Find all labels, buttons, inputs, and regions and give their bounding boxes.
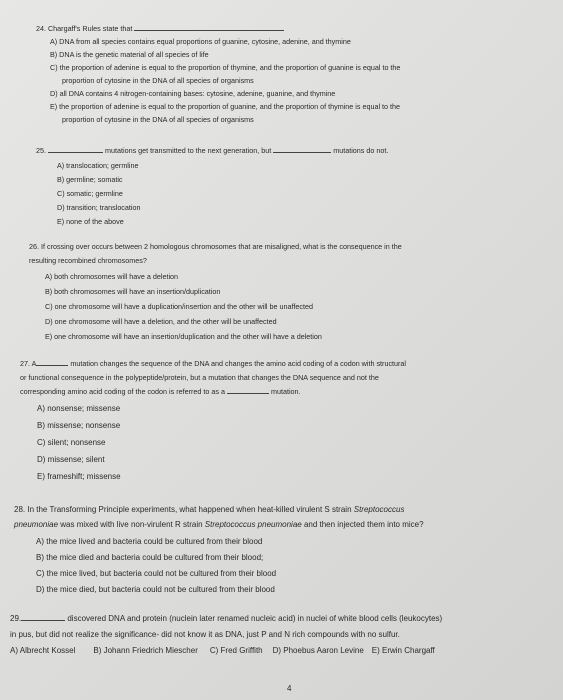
question-29-options [10, 646, 435, 655]
option-e-continued: proportion of cytosine in the DNA of all species of organisms [62, 115, 254, 124]
option-a: A) translocation; germline [57, 161, 139, 170]
option-a: A) DNA from all species contains equal proportions of guanine, cytosine, adenine, and thymine [50, 37, 351, 46]
question-24-stem [36, 24, 284, 33]
question-27-line-3 [20, 387, 301, 396]
option-a: A) both chromosomes will have a deletion [45, 272, 179, 281]
question-28-line-1 [14, 505, 404, 514]
question-27-line-1-text: mutation changes the sequence of the DNA and changes the amino acid coding of a codon with structural [70, 359, 407, 368]
option-b: B) DNA is the genetic material of all species of life [50, 50, 209, 59]
species-name: Streptococcus pneumoniae [204, 520, 302, 529]
question-29-line-1-text: discovered DNA and protein (nuclein later renamed nucleic acid) in nuclei of white blood cells (leukocytes) [67, 614, 443, 623]
answer-blank [273, 151, 331, 153]
question-28-line-2-text: was mixed with live non-virulent R strain [58, 520, 205, 529]
option-c-continued: proportion of cytosine in the DNA of all species of organisms [62, 76, 254, 85]
option-c: C) Fred Griffith [209, 646, 263, 655]
option-d: D) the mice died, but bacteria could not be cultured from their blood [36, 585, 275, 594]
question-27-line-3-end: mutation. [270, 387, 301, 396]
question-24-stem-text: 24. Chargaff's Rules state that [36, 24, 133, 33]
question-25-number: 25. [36, 146, 46, 155]
question-28-line-2 [14, 520, 424, 529]
answer-blank [36, 364, 68, 366]
question-26-stem-line-2: resulting recombined chromosomes? [29, 256, 147, 265]
answer-blank [48, 151, 103, 153]
answer-blank [134, 29, 284, 31]
option-d: D) Phoebus Aaron Levine [272, 646, 364, 655]
question-28-line-2-end: and then injected them into mice? [301, 520, 424, 529]
option-d: D) missense; silent [37, 455, 105, 464]
option-d: D) transition; translocation [57, 203, 141, 212]
question-29-line-2: in pus, but did not realize the significance- did not know it as DNA, just P and N rich compounds with no sulfur. [10, 630, 400, 639]
question-27-line-3-text: corresponding amino acid coding of the codon is referred to as a [20, 387, 225, 396]
question-25-stem [36, 146, 388, 155]
option-b: B) both chromosomes will have an insertion/duplication [45, 287, 221, 296]
option-e: E) the proportion of adenine is equal to the proportion of guanine, and the proportion of thymine is equal to the [50, 102, 401, 111]
option-c: C) silent; nonsense [37, 438, 106, 447]
species-name: Streptococcus [353, 505, 405, 514]
answer-blank [227, 392, 269, 394]
option-e: E) one chromosome will have an insertion/duplication and the other will have a deletion [45, 332, 322, 341]
option-d: D) one chromosome will have a deletion, and the other will be unaffected [45, 317, 277, 326]
page-number: 4 [287, 684, 292, 693]
option-c: C) one chromosome will have a duplication/insertion and the other will be unaffected [45, 302, 313, 311]
option-b: B) missense; nonsense [37, 421, 121, 430]
question-27-line-2: or functional consequence in the polypeptide/protein, but a mutation that changes the DNA sequence and not the [20, 373, 379, 382]
species-name: pneumoniae [14, 520, 59, 529]
question-27-number: 27. A [20, 359, 37, 368]
option-a: A) Albrecht Kossel [10, 646, 76, 655]
option-e: E) frameshift; missense [37, 472, 121, 481]
question-28-line-1-text: 28. In the Transforming Principle experiments, what happened when heat-killed virulent S strain [14, 505, 354, 514]
option-b: B) Johann Friedrich Miescher [93, 646, 198, 655]
answer-blank [21, 619, 65, 621]
option-b: B) the mice died and bacteria could be cultured from their blood; [36, 553, 264, 562]
option-a: A) the mice lived and bacteria could be cultured from their blood [36, 537, 263, 546]
option-c: C) somatic; germline [57, 189, 123, 198]
question-25-middle-text: mutations get transmitted to the next generation, but [105, 146, 272, 155]
option-b: B) germline; somatic [57, 175, 123, 184]
question-25-end-text: mutations do not. [333, 146, 389, 155]
question-27-line-1 [20, 359, 406, 368]
option-c: C) the proportion of adenine is equal to the proportion of thymine, and the proportion of guanine is equal to the [50, 63, 401, 72]
option-e: E) none of the above [57, 217, 124, 226]
option-a: A) nonsense; missense [37, 404, 121, 413]
option-c: C) the mice lived, but bacteria could not be cultured from their blood [36, 569, 277, 578]
option-e: E) Erwin Chargaff [371, 646, 435, 655]
question-29-number: 29. [10, 614, 22, 623]
question-29-line-1 [10, 614, 442, 623]
option-d: D) all DNA contains 4 nitrogen-containing bases: cytosine, adenine, guanine, and thymine [50, 89, 336, 98]
question-26-stem-line-1: 26. If crossing over occurs between 2 homologous chromosomes that are misaligned, what is the consequence in the [29, 242, 402, 251]
